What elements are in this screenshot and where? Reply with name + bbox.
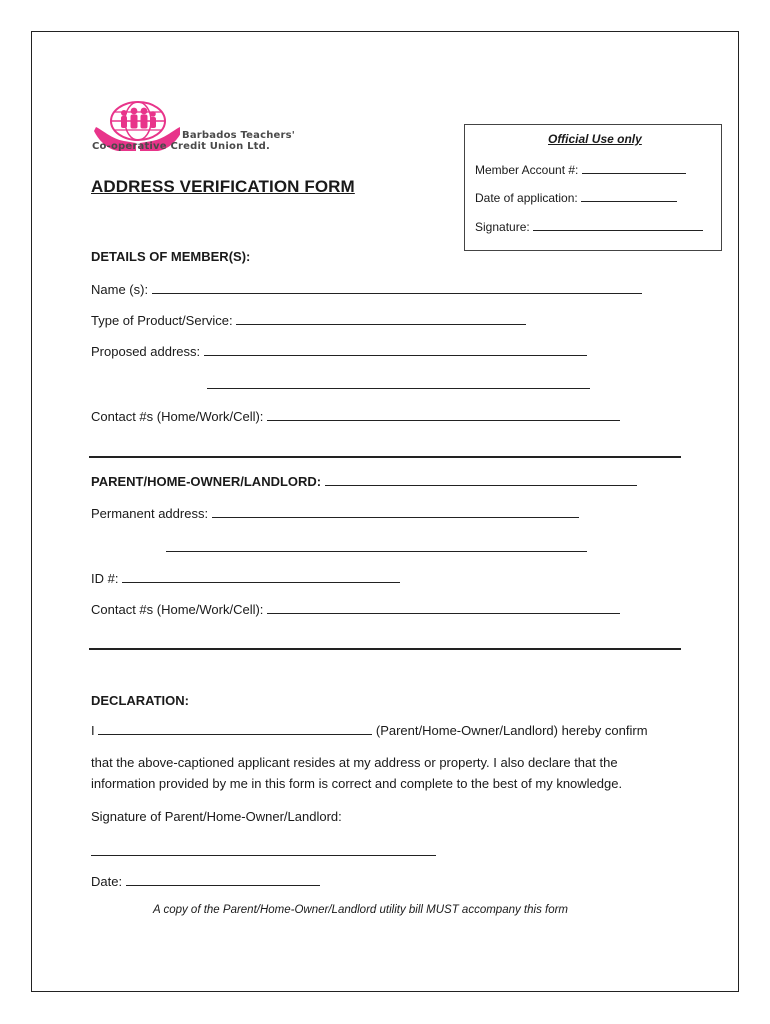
official-use-title: Official Use only [548, 132, 642, 146]
member-contact-label: Contact #s (Home/Work/Cell): [91, 409, 264, 424]
permanent-address-field-2[interactable] [166, 537, 587, 552]
declaration-heading: DECLARATION: [91, 693, 189, 708]
landlord-name-field[interactable] [325, 473, 637, 486]
proposed-address-label: Proposed address: [91, 344, 201, 359]
member-contact-row [91, 408, 620, 424]
landlord-row [91, 473, 637, 489]
proposed-address-field-2[interactable] [207, 374, 590, 389]
date-of-application-label: Date of application: [475, 191, 578, 205]
section-divider-2 [89, 648, 681, 650]
declaration-date-row [91, 873, 320, 889]
declaration-confirm-row [91, 722, 648, 738]
name-label: Name (s): [91, 282, 149, 297]
permanent-address-row [91, 505, 579, 521]
declaration-body-line-1: that the above-captioned applicant resides at my address or property. I also declare that the [91, 755, 618, 770]
proposed-address-field-1[interactable] [204, 343, 587, 356]
product-label: Type of Product/Service: [91, 313, 233, 328]
name-row [91, 281, 642, 297]
declaration-body-line-2: information provided by me in this form is correct and complete to the best of my knowledge. [91, 776, 623, 791]
official-signature-label: Signature: [475, 220, 530, 234]
landlord-section-heading: PARENT/HOME-OWNER/LANDLORD: [91, 474, 322, 489]
official-use-box [464, 124, 722, 251]
utility-bill-note: A copy of the Parent/Home-Owner/Landlord utility bill MUST accompany this form [153, 904, 569, 916]
id-field[interactable] [122, 570, 400, 583]
declaration-confirm-text: (Parent/Home-Owner/Landlord) hereby confirm [375, 723, 648, 738]
id-row [91, 570, 400, 586]
credit-union-logo [90, 93, 310, 159]
declaration-signature-label: Signature of Parent/Home-Owner/Landlord: [91, 809, 342, 824]
member-account-field[interactable] [582, 161, 686, 174]
proposed-address-row [91, 343, 587, 359]
declaration-date-field[interactable] [126, 873, 320, 886]
official-signature-field[interactable] [533, 218, 703, 231]
product-field[interactable] [236, 312, 526, 325]
official-signature-row [475, 218, 703, 234]
member-account-row [475, 161, 686, 177]
logo-line-1: Barbados Teachers' [182, 130, 296, 141]
landlord-contact-label: Contact #s (Home/Work/Cell): [91, 602, 264, 617]
declarant-name-field[interactable] [98, 722, 372, 735]
landlord-contact-field[interactable] [267, 601, 620, 614]
declaration-i-label: I [91, 723, 95, 738]
id-label: ID #: [91, 571, 119, 586]
product-row [91, 312, 526, 328]
date-of-application-field[interactable] [581, 189, 677, 202]
form-title: ADDRESS VERIFICATION FORM [91, 177, 355, 196]
member-account-label: Member Account #: [475, 163, 579, 177]
logo-line-2: Co-operative Credit Union Ltd. [92, 141, 270, 152]
member-contact-field[interactable] [267, 408, 620, 421]
declaration-signature-field[interactable] [91, 841, 436, 856]
name-field[interactable] [152, 281, 642, 294]
section-divider-1 [89, 456, 681, 458]
date-of-application-row [475, 189, 677, 205]
member-section-heading: DETAILS OF MEMBER(S): [91, 249, 251, 264]
permanent-address-field-1[interactable] [212, 505, 579, 518]
landlord-contact-row [91, 601, 620, 617]
permanent-address-label: Permanent address: [91, 506, 209, 521]
declaration-date-label: Date: [91, 874, 123, 889]
